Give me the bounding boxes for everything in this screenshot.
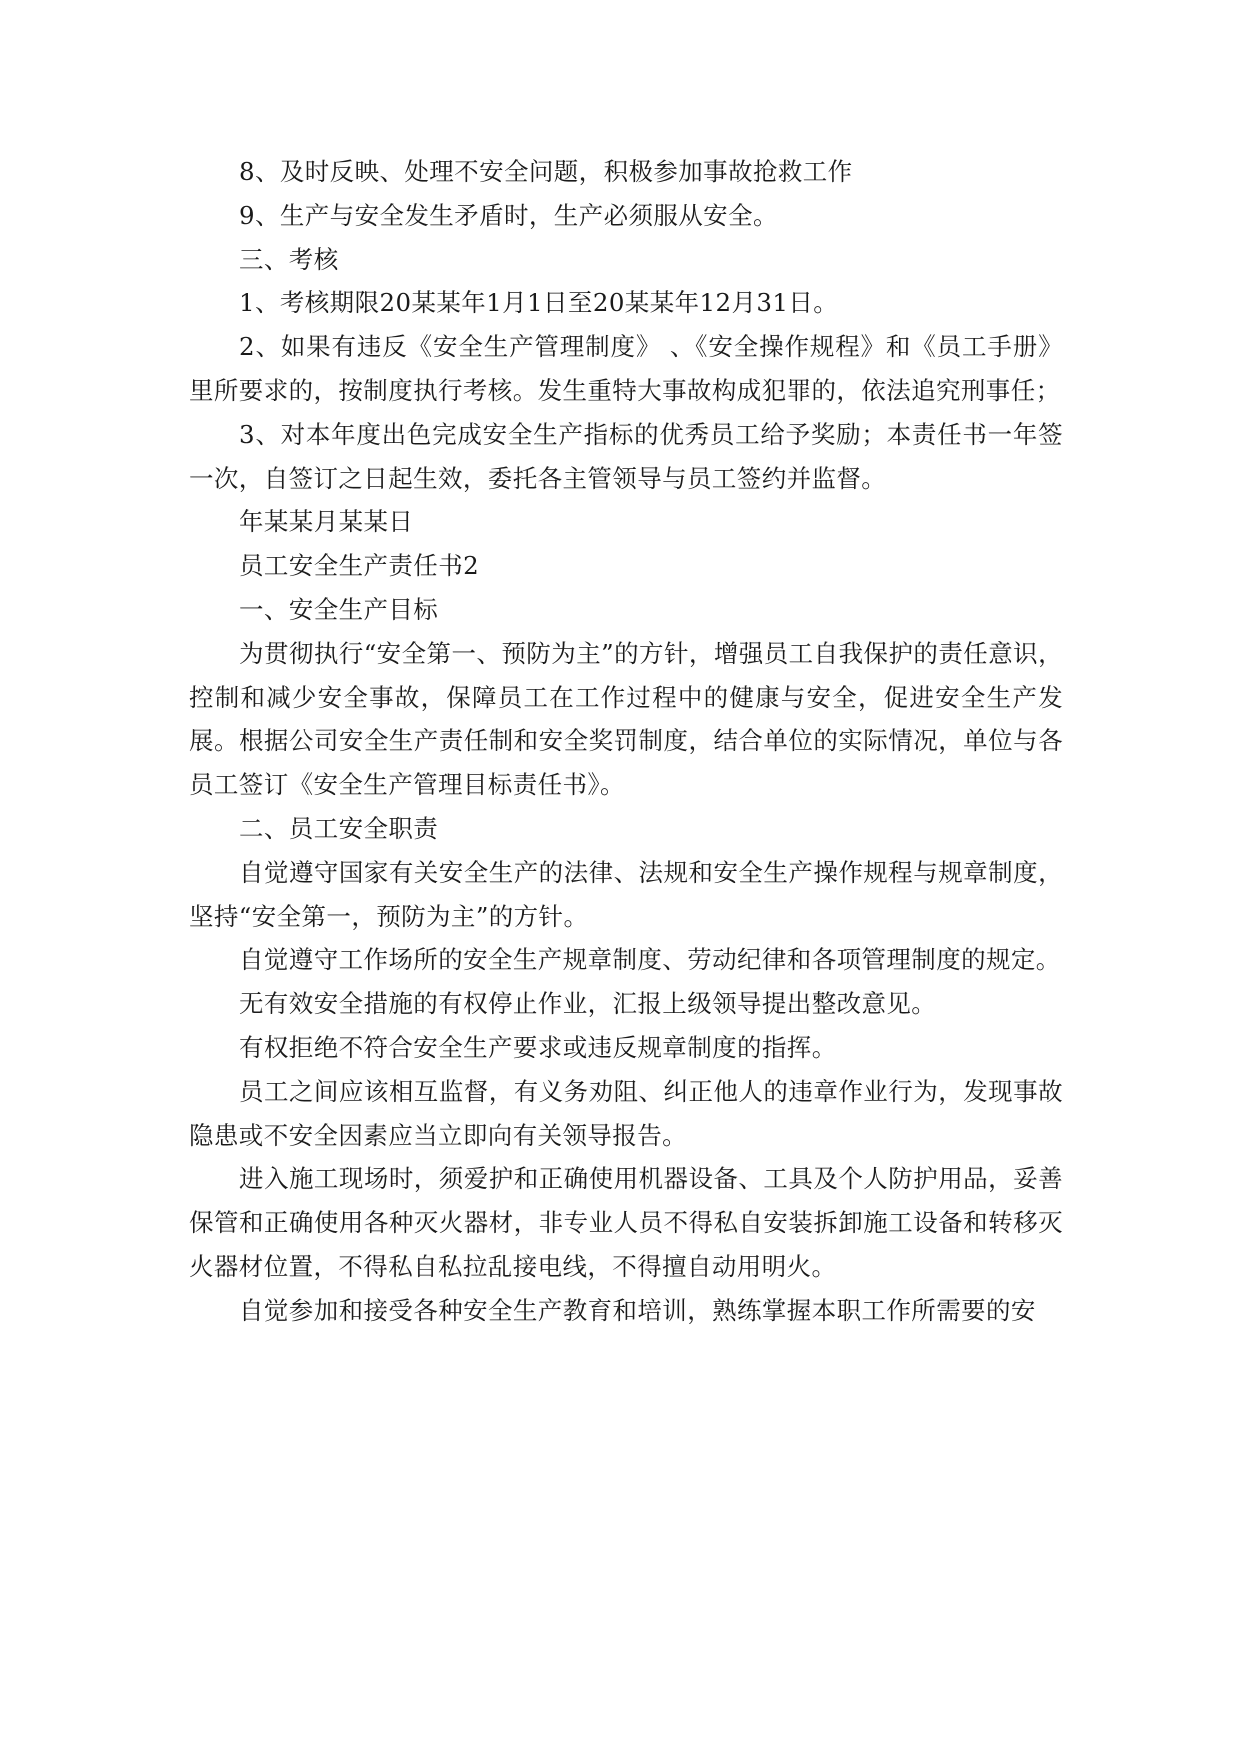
paragraph-duty-1: 自觉遵守国家有关安全生产的法律、法规和安全生产操作规程与规章制度，坚持“安全第一，预防为主”的方针。 xyxy=(189,857,1063,931)
paragraph-duty-6: 进入施工现场时，须爱护和正确使用机器设备、工具及个人防护用品，妥善保管和正确使用各种灭火器材，非专业人员不得私自安装拆卸施工设备和转移灭火器材位置，不得私自私拉乱接电线，不得擅自动用明火。 xyxy=(189,1164,1063,1281)
date-line: 年某某月某某日 xyxy=(239,507,414,537)
section-heading-assessment: 三、考核 xyxy=(239,244,339,274)
paragraph-assessment-2: 2、如果有违反《安全生产管理制度》 、《安全操作规程》和《员工手册》里所要求的，按制度执行考核。发生重特大事故构成犯罪的，依法追究刑事任； xyxy=(189,332,1063,405)
paragraph-duty-5: 员工之间应该相互监督，有义务劝阻、纠正他人的违章作业行为，发现事故隐患或不安全因素应当立即向有关领导报告。 xyxy=(189,1076,1063,1150)
paragraph-duty-7: 自觉参加和接受各种安全生产教育和培训，熟练掌握本职工作所需要的安 xyxy=(239,1295,1036,1325)
paragraph-item-8: 8、及时反映、处理不安全问题，积极参加事故抢救工作 xyxy=(239,157,853,186)
document-title-2: 员工安全生产责任书2 xyxy=(239,551,480,581)
paragraph-goal: 为贯彻执行“安全第一、预防为主”的方针，增强员工自我保护的责任意识，控制和减少安全事故，保障员工在工作过程中的健康与安全，促进安全生产发展。根据公司安全生产责任制和安全奖罚制度，结合单位的实际情况，单位与各员工签订《安全生产管理目标责任书》。 xyxy=(189,638,1063,800)
paragraph-duty-3: 无有效安全措施的有权停止作业，汇报上级领导提出整改意见。 xyxy=(239,989,937,1019)
section-heading-duties: 二、员工安全职责 xyxy=(239,813,439,843)
paragraph-duty-4: 有权拒绝不符合安全生产要求或违反规章制度的指挥。 xyxy=(239,1032,837,1062)
section-heading-goal: 一、安全生产目标 xyxy=(239,594,439,624)
paragraph-duty-2: 自觉遵守工作场所的安全生产规章制度、劳动纪律和各项管理制度的规定。 xyxy=(239,945,1061,975)
paragraph-assessment-1: 1、考核期限20某某年1月1日至20某某年12月31日。 xyxy=(239,288,839,318)
paragraph-item-9: 9、生产与安全发生矛盾时，生产必须服从安全。 xyxy=(239,200,778,230)
document-page xyxy=(189,150,1063,1333)
paragraph-assessment-3: 3、对本年度出色完成安全生产指标的优秀员工给予奖励；本责任书一年签一次，自签订之日起生效，委托各主管领导与员工签约并监督。 xyxy=(189,419,1063,493)
